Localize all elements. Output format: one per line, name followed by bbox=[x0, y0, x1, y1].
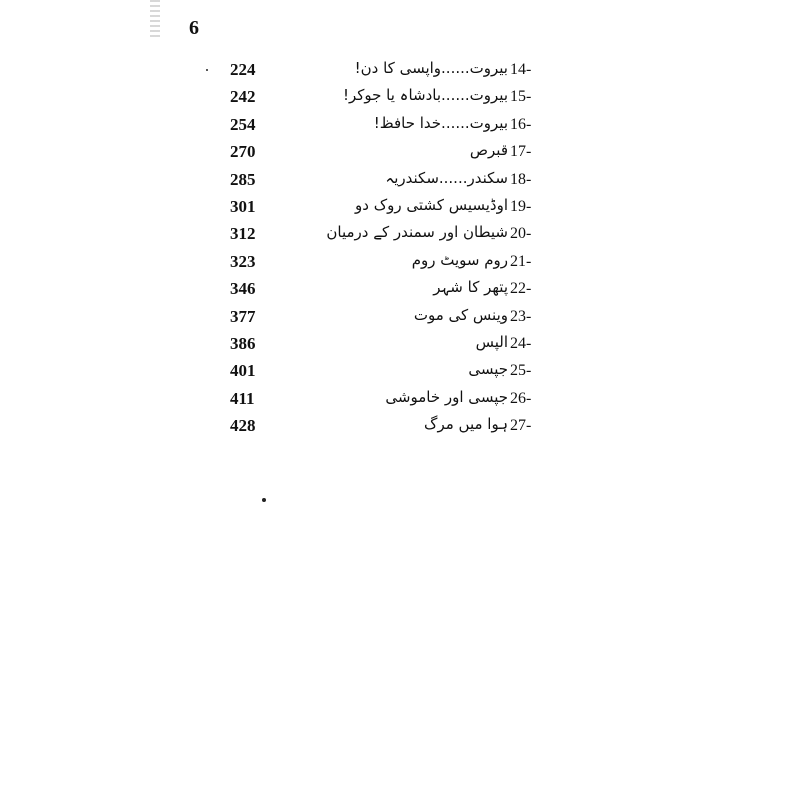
toc-chapter-number: 26- bbox=[510, 389, 532, 407]
toc-page-number: 386 bbox=[230, 333, 256, 353]
toc-chapter-title: وینس کی موت bbox=[413, 305, 508, 324]
toc-page-number: 346 bbox=[230, 279, 256, 299]
ink-speck bbox=[262, 498, 266, 502]
toc-page-number: 285 bbox=[230, 169, 256, 189]
toc-page-number: 428 bbox=[230, 416, 256, 436]
toc-chapter-number: 18- bbox=[510, 170, 532, 188]
toc-entry-23[interactable] bbox=[0, 303, 800, 330]
toc-page-number: 270 bbox=[230, 142, 256, 162]
toc-chapter-number: 27- bbox=[510, 417, 532, 435]
toc-chapter-title: بیروت......واپسی کا دن! bbox=[354, 59, 508, 77]
toc-entry-14[interactable] bbox=[0, 56, 800, 83]
scan-edge-artifact bbox=[150, 0, 160, 40]
toc-entry-25[interactable] bbox=[0, 357, 800, 384]
toc-entry-15[interactable] bbox=[0, 83, 800, 110]
toc-chapter-title: الپس bbox=[475, 332, 508, 351]
toc-entry-24[interactable] bbox=[0, 330, 800, 357]
toc-chapter-number: 24- bbox=[510, 334, 532, 352]
toc-chapter-number: 15- bbox=[510, 88, 532, 106]
page-number: 6 bbox=[189, 17, 199, 39]
toc-page-number: 312 bbox=[230, 224, 256, 244]
table-of-contents bbox=[0, 56, 800, 439]
toc-chapter-title: اوڈیسیس کشتی روک دو bbox=[355, 195, 508, 214]
toc-chapter-title: روم سویٹ روم bbox=[411, 250, 508, 269]
toc-page-number: 323 bbox=[230, 251, 256, 271]
toc-entry-18[interactable] bbox=[0, 166, 800, 193]
toc-page-number: 411 bbox=[230, 388, 255, 408]
toc-chapter-title: جپسی bbox=[468, 360, 508, 379]
toc-chapter-number: 20- bbox=[510, 225, 532, 243]
toc-chapter-number: 22- bbox=[510, 280, 532, 298]
toc-page-number: 242 bbox=[230, 87, 256, 107]
toc-page-number: 224 bbox=[230, 60, 256, 79]
toc-page-number: 301 bbox=[230, 196, 256, 216]
toc-chapter-title: ہوا میں مرگ bbox=[424, 415, 508, 434]
toc-page-number: 401 bbox=[230, 361, 256, 381]
toc-chapter-title: شیطان اور سمندر کے درمیان bbox=[326, 223, 508, 242]
toc-chapter-title: بیروت......بادشاہ یا جوکر! bbox=[342, 86, 508, 105]
toc-chapter-title: جپسی اور خاموشی bbox=[385, 387, 508, 406]
toc-chapter-number: 19- bbox=[510, 197, 532, 215]
toc-entry-19[interactable] bbox=[0, 193, 800, 220]
toc-chapter-number: 16- bbox=[510, 115, 532, 133]
toc-entry-16[interactable] bbox=[0, 111, 800, 138]
toc-chapter-title: بیروت......خدا حافظ! bbox=[373, 113, 508, 132]
toc-chapter-title: قبرص bbox=[469, 141, 508, 160]
toc-entry-27[interactable] bbox=[0, 412, 800, 439]
toc-page-number: 254 bbox=[230, 114, 256, 134]
toc-chapter-number: 14- bbox=[510, 61, 532, 78]
toc-entry-21[interactable] bbox=[0, 248, 800, 275]
toc-chapter-number: 17- bbox=[510, 143, 532, 161]
toc-chapter-title: سکندر......سکندریہ bbox=[385, 168, 508, 187]
toc-chapter-number: 23- bbox=[510, 307, 532, 325]
toc-chapter-number: 25- bbox=[510, 362, 532, 380]
toc-chapter-title: پتھر کا شہر bbox=[433, 278, 508, 297]
toc-entry-26[interactable] bbox=[0, 385, 800, 412]
toc-page-number: 377 bbox=[230, 306, 256, 326]
toc-entry-22[interactable] bbox=[0, 275, 800, 302]
toc-chapter-number: 21- bbox=[510, 252, 532, 270]
toc-entry-20[interactable] bbox=[0, 220, 800, 247]
toc-entry-17[interactable] bbox=[0, 138, 800, 165]
